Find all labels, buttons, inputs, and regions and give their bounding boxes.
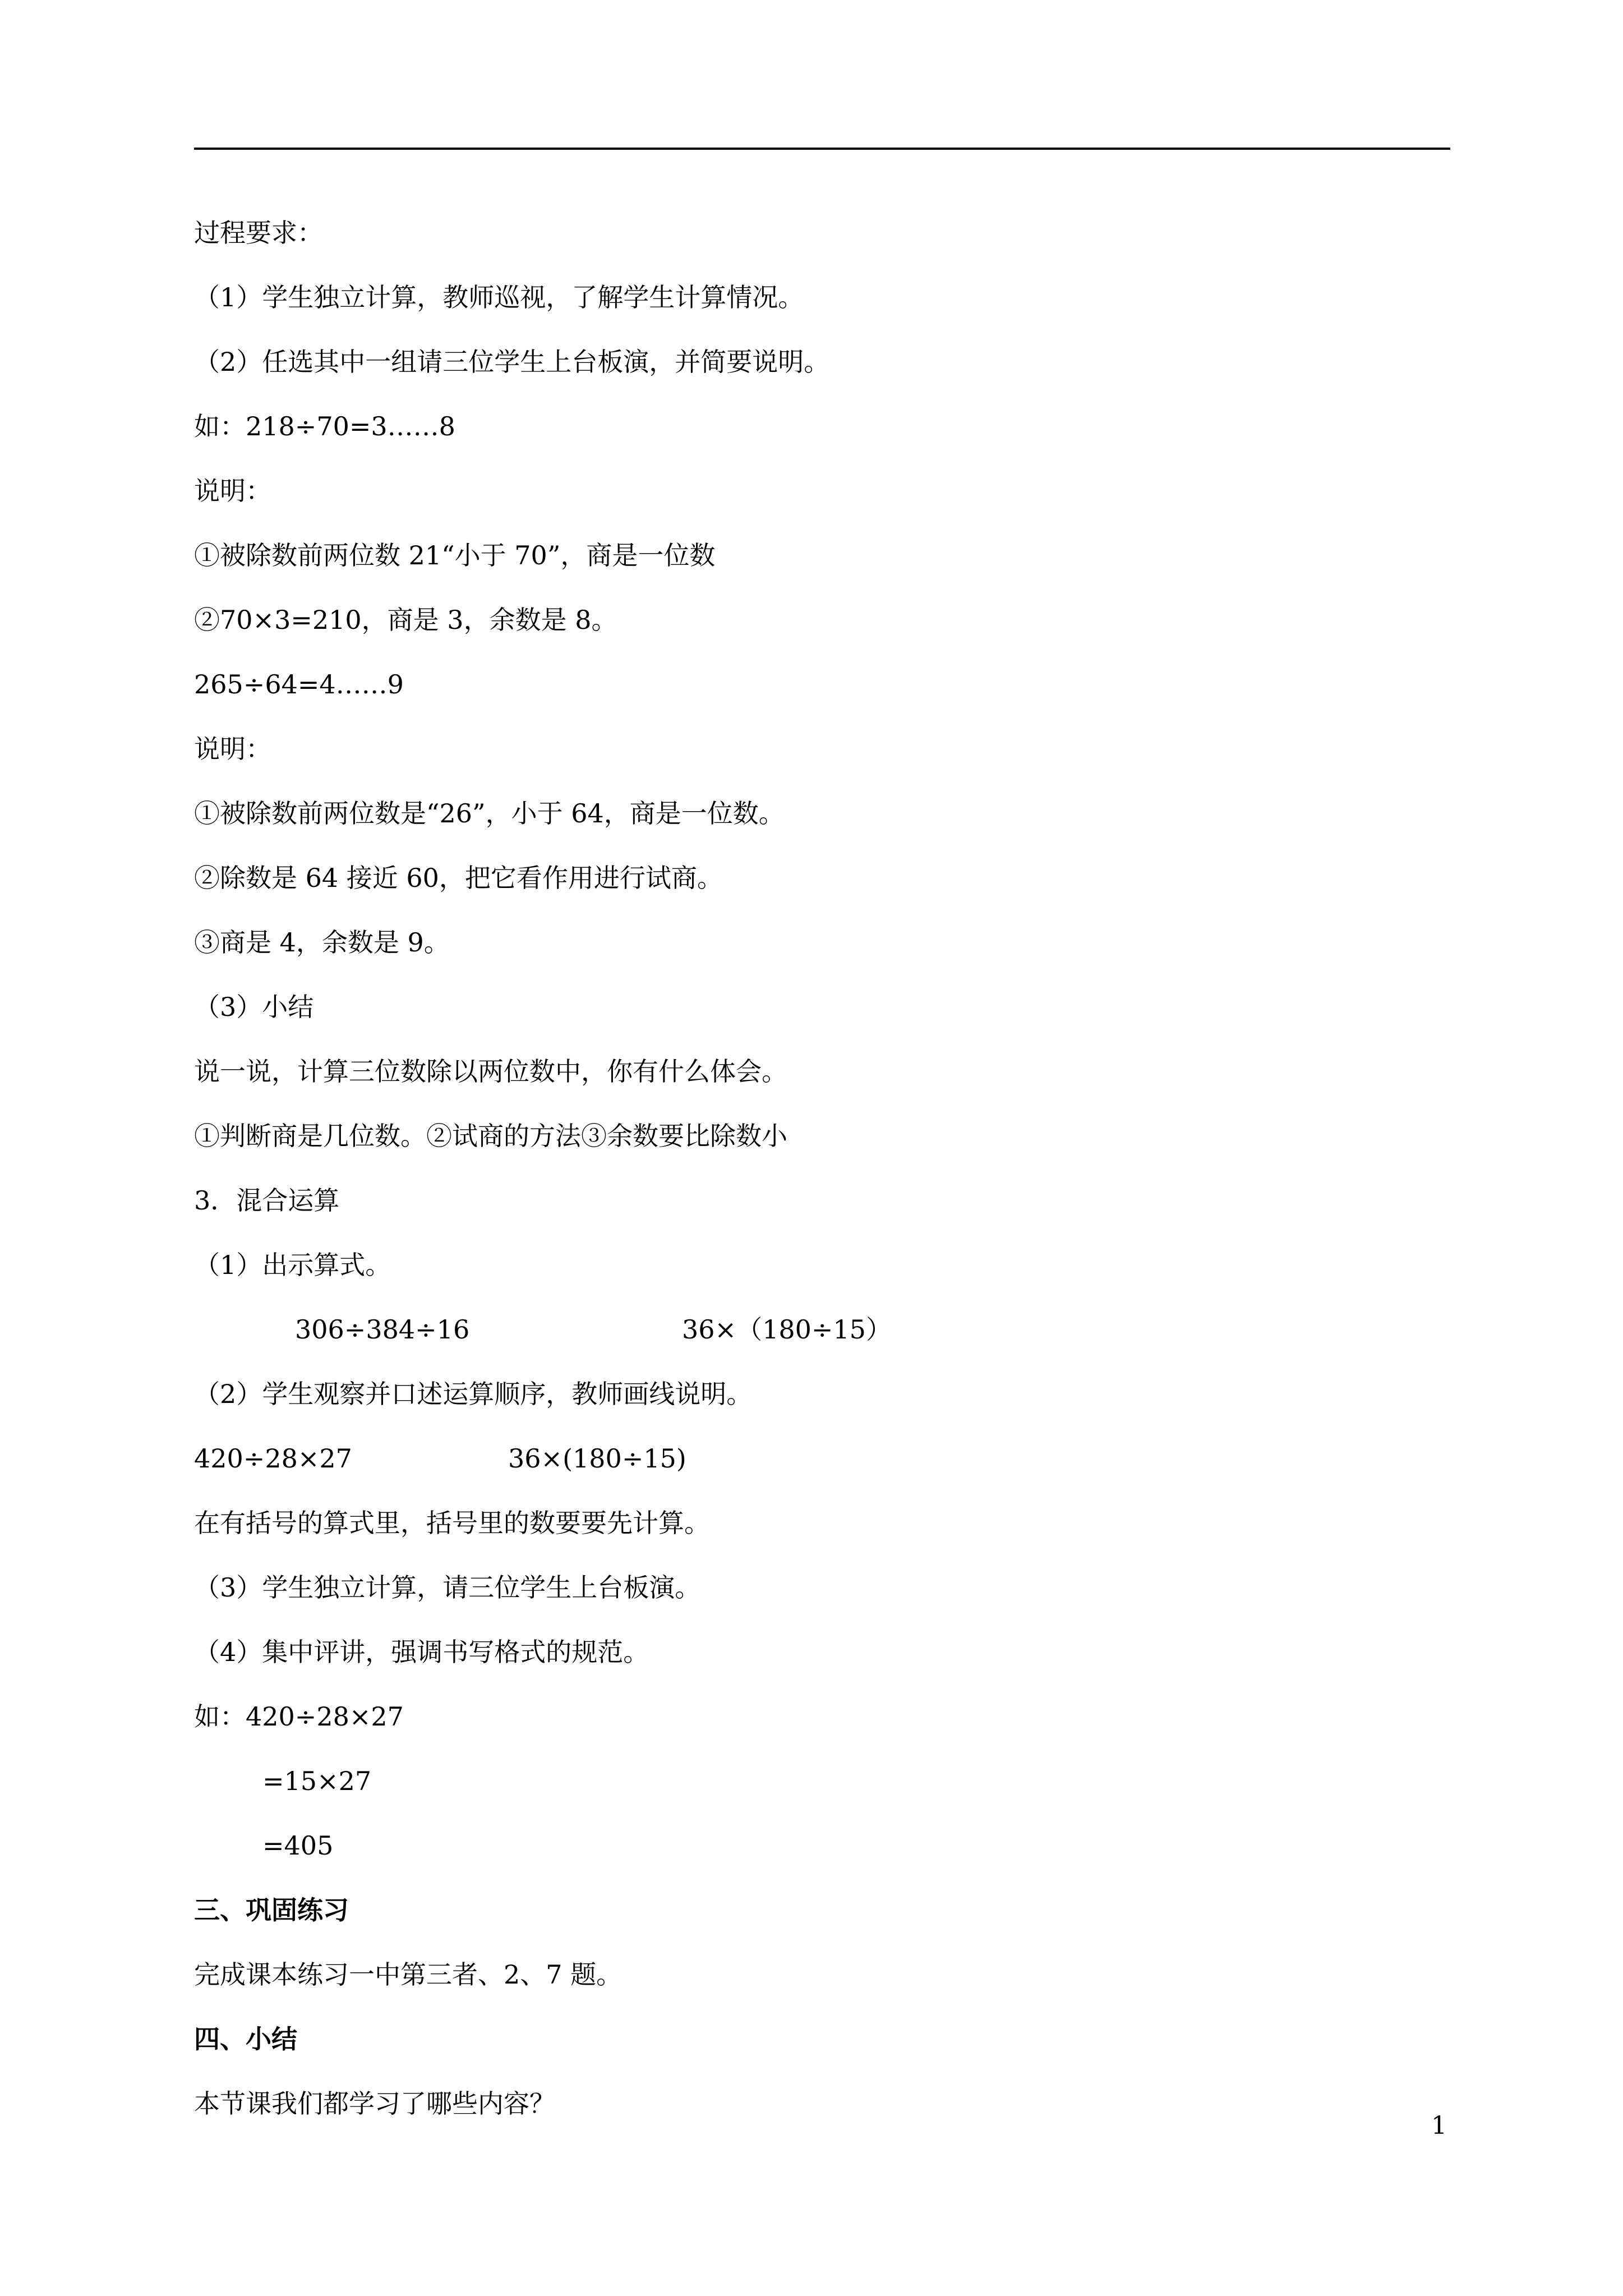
section-heading: 四、小结	[194, 2024, 297, 2054]
text-line: 过程要求：	[194, 218, 323, 248]
text-line: ①判断商是几位数。②试商的方法③余数要比除数小	[194, 1121, 787, 1151]
expression: 420÷28×27	[194, 1443, 352, 1474]
expression: 306÷384÷16	[295, 1314, 470, 1345]
text-line: （4）集中评讲，强调书写格式的规范。	[194, 1637, 649, 1667]
text-line: （2）学生观察并口述运算顺序，教师画线说明。	[194, 1379, 753, 1409]
text-line: 在有括号的算式里，括号里的数要要先计算。	[194, 1508, 710, 1538]
text-line: （1）学生独立计算，教师巡视，了解学生计算情况。	[194, 282, 804, 312]
text-line: 如：218÷70=3……8	[194, 411, 455, 441]
text-line: 如：420÷28×27	[194, 1701, 404, 1732]
expression: 36×（180÷15）	[682, 1314, 892, 1345]
text-line: 265÷64=4……9	[194, 669, 404, 700]
text-line: ②70×3=210，商是 3，余数是 8。	[194, 605, 617, 635]
text-line: 3．混合运算	[194, 1185, 340, 1216]
text-line: ①被除数前两位数 21“小于 70”，商是一位数	[194, 540, 716, 570]
text-line: 说明：	[194, 476, 271, 506]
text-line: （3）学生独立计算，请三位学生上台板演。	[194, 1572, 701, 1603]
text-line: ①被除数前两位数是“26”，小于 64，商是一位数。	[194, 798, 785, 829]
text-line: ③商是 4，余数是 9。	[194, 927, 450, 958]
text-line: 说一说，计算三位数除以两位数中，你有什么体会。	[194, 1056, 787, 1087]
text-line: 本节课我们都学习了哪些内容？	[194, 2088, 555, 2119]
calculation-step: =15×27	[262, 1766, 372, 1796]
expression: 36×(180÷15)	[508, 1443, 686, 1474]
text-line: 完成课本练习一中第三者、2、7 题。	[194, 1959, 623, 1990]
text-line: （1）出示算式。	[194, 1250, 391, 1280]
section-heading: 三、巩固练习	[194, 1895, 349, 1925]
text-line: ②除数是 64 接近 60，把它看作用进行试商。	[194, 863, 723, 893]
header-rule	[194, 148, 1450, 150]
text-line: （2）任选其中一组请三位学生上台板演，并简要说明。	[194, 347, 830, 377]
text-line: （3）小结	[194, 992, 314, 1022]
text-line: 说明：	[194, 734, 271, 764]
calculation-step: =405	[262, 1830, 334, 1861]
page-number: 1	[1431, 2111, 1447, 2140]
